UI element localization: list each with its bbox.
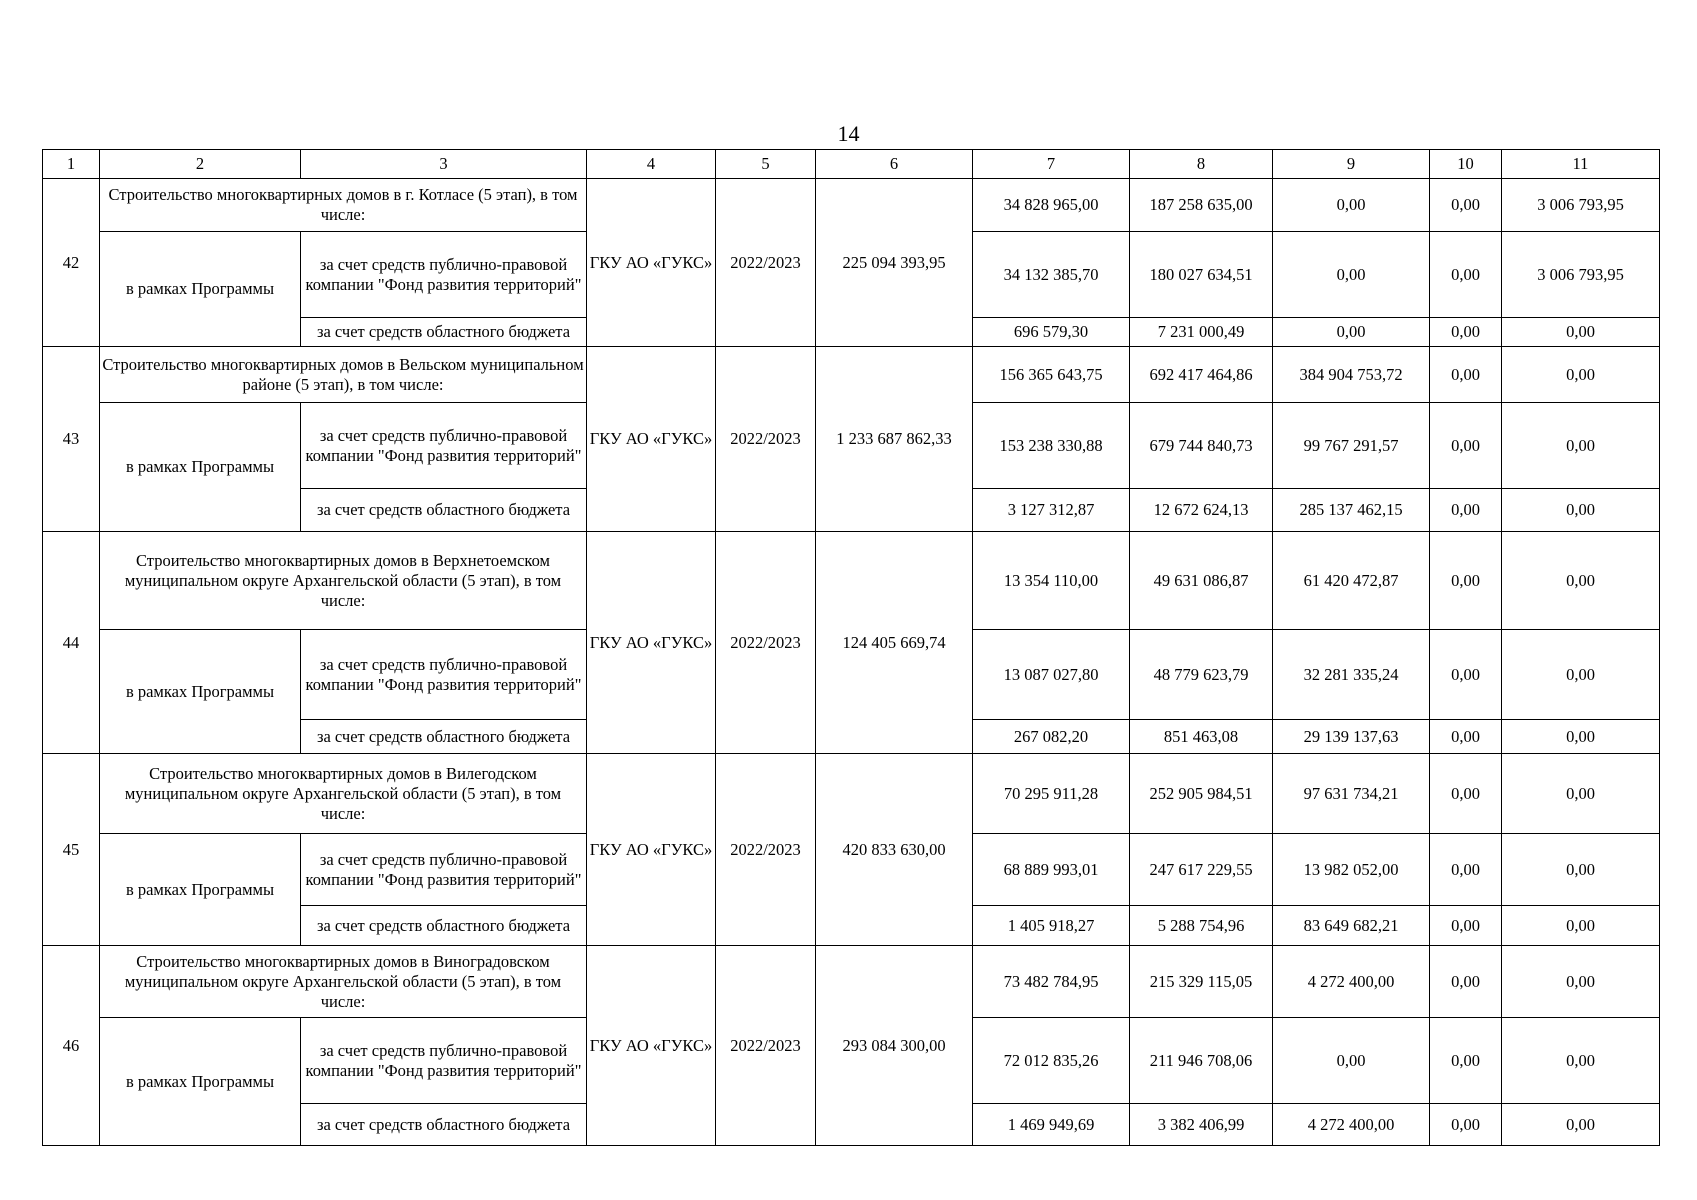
period: 2022/2023: [730, 1035, 801, 1055]
amount-cell: 73 482 784,95: [973, 946, 1130, 1018]
amount-cell: 0,00: [1273, 318, 1430, 347]
amount-cell: 0,00: [1502, 318, 1660, 347]
organization: ГКУ АО «ГУКС»: [589, 252, 713, 272]
project-number: 43: [43, 347, 100, 532]
column-header: 3: [301, 150, 587, 179]
amount-cell: 679 744 840,73: [1130, 403, 1273, 489]
period: 2022/2023: [730, 632, 801, 652]
project-title: Строительство многоквартирных домов в Верхнетоемском муниципальном округе Архангельской области (5 этап), в том числе:: [100, 532, 587, 630]
organization: ГКУ АО «ГУКС»: [589, 1035, 713, 1055]
amount-cell: 0,00: [1502, 403, 1660, 489]
period-cell: [716, 754, 816, 946]
amount-cell: 3 006 793,95: [1502, 179, 1660, 232]
amount-cell: 0,00: [1430, 489, 1502, 532]
organization-cell: [587, 347, 716, 532]
amount-cell: 0,00: [1502, 754, 1660, 834]
amount-cell: 7 231 000,49: [1130, 318, 1273, 347]
funding-source-federal: за счет средств публично-правовой компании "Фонд развития территорий": [301, 403, 587, 489]
amount-cell: 0,00: [1502, 906, 1660, 946]
project-title: Строительство многоквартирных домов в г. Котласе (5 этап), в том числе:: [100, 179, 587, 232]
amount-cell: 267 082,20: [973, 720, 1130, 754]
amount-cell: 5 288 754,96: [1130, 906, 1273, 946]
program-frame-label: в рамках Программы: [100, 834, 301, 946]
amount-cell: 0,00: [1430, 232, 1502, 318]
amount-cell: 61 420 472,87: [1273, 532, 1430, 630]
amount-cell: 851 463,08: [1130, 720, 1273, 754]
organization: ГКУ АО «ГУКС»: [589, 429, 713, 448]
amount-cell: 1 469 949,69: [973, 1104, 1130, 1146]
amount-cell: 83 649 682,21: [1273, 906, 1430, 946]
amount-cell: 0,00: [1430, 403, 1502, 489]
amount-cell: 70 295 911,28: [973, 754, 1130, 834]
amount-cell: 0,00: [1430, 347, 1502, 403]
total-cost: 124 405 669,74: [842, 632, 946, 652]
column-header: 10: [1430, 150, 1502, 179]
amount-cell: 0,00: [1430, 179, 1502, 232]
amount-cell: 0,00: [1502, 489, 1660, 532]
period-cell: [716, 179, 816, 347]
amount-cell: 49 631 086,87: [1130, 532, 1273, 630]
funding-source-regional: за счет средств областного бюджета: [301, 720, 587, 754]
amount-cell: 0,00: [1273, 1018, 1430, 1104]
column-header: 8: [1130, 150, 1273, 179]
project-row: [43, 347, 1660, 403]
project-row: [43, 946, 1660, 1018]
amount-cell: 0,00: [1502, 532, 1660, 630]
program-frame-label: в рамках Программы: [100, 403, 301, 532]
column-header: 4: [587, 150, 716, 179]
total-cost: 293 084 300,00: [842, 1035, 946, 1055]
amount-cell: 0,00: [1502, 946, 1660, 1018]
amount-cell: 0,00: [1430, 754, 1502, 834]
funding-source-regional: за счет средств областного бюджета: [301, 489, 587, 532]
amount-cell: 68 889 993,01: [973, 834, 1130, 906]
total-cost-cell: [816, 347, 973, 532]
amount-cell: 72 012 835,26: [973, 1018, 1130, 1104]
total-cost: 1 233 687 862,33: [836, 429, 952, 448]
column-header: 5: [716, 150, 816, 179]
project-number: 46: [43, 946, 100, 1146]
organization-cell: [587, 946, 716, 1146]
funding-source-regional: за счет средств областного бюджета: [301, 318, 587, 347]
organization-cell: [587, 179, 716, 347]
project-title: Строительство многоквартирных домов в Вилегодском муниципальном округе Архангельской области (5 этап), в том числе:: [100, 754, 587, 834]
amount-cell: 13 087 027,80: [973, 630, 1130, 720]
amount-cell: 0,00: [1502, 347, 1660, 403]
amount-cell: 13 982 052,00: [1273, 834, 1430, 906]
project-number: 44: [43, 532, 100, 754]
amount-cell: 0,00: [1430, 946, 1502, 1018]
column-header: 6: [816, 150, 973, 179]
amount-cell: 285 137 462,15: [1273, 489, 1430, 532]
amount-cell: 29 139 137,63: [1273, 720, 1430, 754]
project-row: [43, 754, 1660, 834]
amount-cell: 48 779 623,79: [1130, 630, 1273, 720]
amount-cell: 1 405 918,27: [973, 906, 1130, 946]
funding-source-federal: за счет средств публично-правовой компании "Фонд развития территорий": [301, 232, 587, 318]
amount-cell: 32 281 335,24: [1273, 630, 1430, 720]
project-title: Строительство многоквартирных домов в Вельском муниципальном районе (5 этап), в том числе:: [100, 347, 587, 403]
amount-cell: 12 672 624,13: [1130, 489, 1273, 532]
amount-cell: 0,00: [1430, 318, 1502, 347]
amount-cell: 0,00: [1430, 906, 1502, 946]
period: 2022/2023: [730, 839, 801, 859]
amount-cell: 180 027 634,51: [1130, 232, 1273, 318]
funding-source-federal: за счет средств публично-правовой компании "Фонд развития территорий": [301, 1018, 587, 1104]
amount-cell: 215 329 115,05: [1130, 946, 1273, 1018]
period-cell: [716, 532, 816, 754]
amount-cell: 0,00: [1502, 720, 1660, 754]
amount-cell: 0,00: [1502, 1018, 1660, 1104]
organization-cell: [587, 754, 716, 946]
program-frame-label: в рамках Программы: [100, 1018, 301, 1146]
project-row: [43, 179, 1660, 232]
amount-cell: 211 946 708,06: [1130, 1018, 1273, 1104]
amount-cell: 0,00: [1502, 630, 1660, 720]
column-header: 9: [1273, 150, 1430, 179]
funding-source-regional: за счет средств областного бюджета: [301, 906, 587, 946]
column-header: 11: [1502, 150, 1660, 179]
period: 2022/2023: [730, 252, 801, 272]
amount-cell: 0,00: [1430, 1018, 1502, 1104]
total-cost-cell: [816, 179, 973, 347]
organization-cell: [587, 532, 716, 754]
funding-source-federal: за счет средств публично-правовой компании "Фонд развития территорий": [301, 834, 587, 906]
amount-cell: 0,00: [1430, 834, 1502, 906]
amount-cell: 4 272 400,00: [1273, 1104, 1430, 1146]
project-number: 45: [43, 754, 100, 946]
amount-cell: 187 258 635,00: [1130, 179, 1273, 232]
column-header: 1: [43, 150, 100, 179]
table-body: [43, 150, 1660, 1146]
amount-cell: 692 417 464,86: [1130, 347, 1273, 403]
funding-source-regional: за счет средств областного бюджета: [301, 1104, 587, 1146]
organization: ГКУ АО «ГУКС»: [589, 632, 713, 652]
amount-cell: 384 904 753,72: [1273, 347, 1430, 403]
period: 2022/2023: [730, 429, 801, 448]
amount-cell: 0,00: [1273, 232, 1430, 318]
amount-cell: 0,00: [1430, 630, 1502, 720]
amount-cell: 0,00: [1430, 1104, 1502, 1146]
project-number: 42: [43, 179, 100, 347]
program-frame-label: в рамках Программы: [100, 630, 301, 754]
program-frame-label: в рамках Программы: [100, 232, 301, 347]
amount-cell: 4 272 400,00: [1273, 946, 1430, 1018]
amount-cell: 0,00: [1502, 1104, 1660, 1146]
amount-cell: 13 354 110,00: [973, 532, 1130, 630]
total-cost-cell: [816, 946, 973, 1146]
amount-cell: 0,00: [1273, 179, 1430, 232]
amount-cell: 3 006 793,95: [1502, 232, 1660, 318]
header-row: [43, 150, 1660, 179]
total-cost-cell: [816, 532, 973, 754]
total-cost-cell: [816, 754, 973, 946]
amount-cell: 156 365 643,75: [973, 347, 1130, 403]
page-number: 14: [837, 121, 860, 146]
amount-cell: 153 238 330,88: [973, 403, 1130, 489]
project-row: [43, 532, 1660, 630]
funding-source-federal: за счет средств публично-правовой компании "Фонд развития территорий": [301, 630, 587, 720]
amount-cell: 0,00: [1430, 532, 1502, 630]
amount-cell: 0,00: [1502, 834, 1660, 906]
total-cost: 420 833 630,00: [842, 839, 946, 859]
amount-cell: 34 132 385,70: [973, 232, 1130, 318]
amount-cell: 252 905 984,51: [1130, 754, 1273, 834]
amount-cell: 3 127 312,87: [973, 489, 1130, 532]
project-title: Строительство многоквартирных домов в Виноградовском муниципальном округе Архангельской области (5 этап), в том числе:: [100, 946, 587, 1018]
amount-cell: 97 631 734,21: [1273, 754, 1430, 834]
budget-table: [42, 149, 1660, 1146]
column-header: 2: [100, 150, 301, 179]
amount-cell: 247 617 229,55: [1130, 834, 1273, 906]
amount-cell: 34 828 965,00: [973, 179, 1130, 232]
column-header: 7: [973, 150, 1130, 179]
amount-cell: 696 579,30: [973, 318, 1130, 347]
amount-cell: 99 767 291,57: [1273, 403, 1430, 489]
period-cell: [716, 946, 816, 1146]
period-cell: [716, 347, 816, 532]
total-cost: 225 094 393,95: [842, 252, 946, 272]
amount-cell: 0,00: [1430, 720, 1502, 754]
organization: ГКУ АО «ГУКС»: [589, 839, 713, 859]
amount-cell: 3 382 406,99: [1130, 1104, 1273, 1146]
